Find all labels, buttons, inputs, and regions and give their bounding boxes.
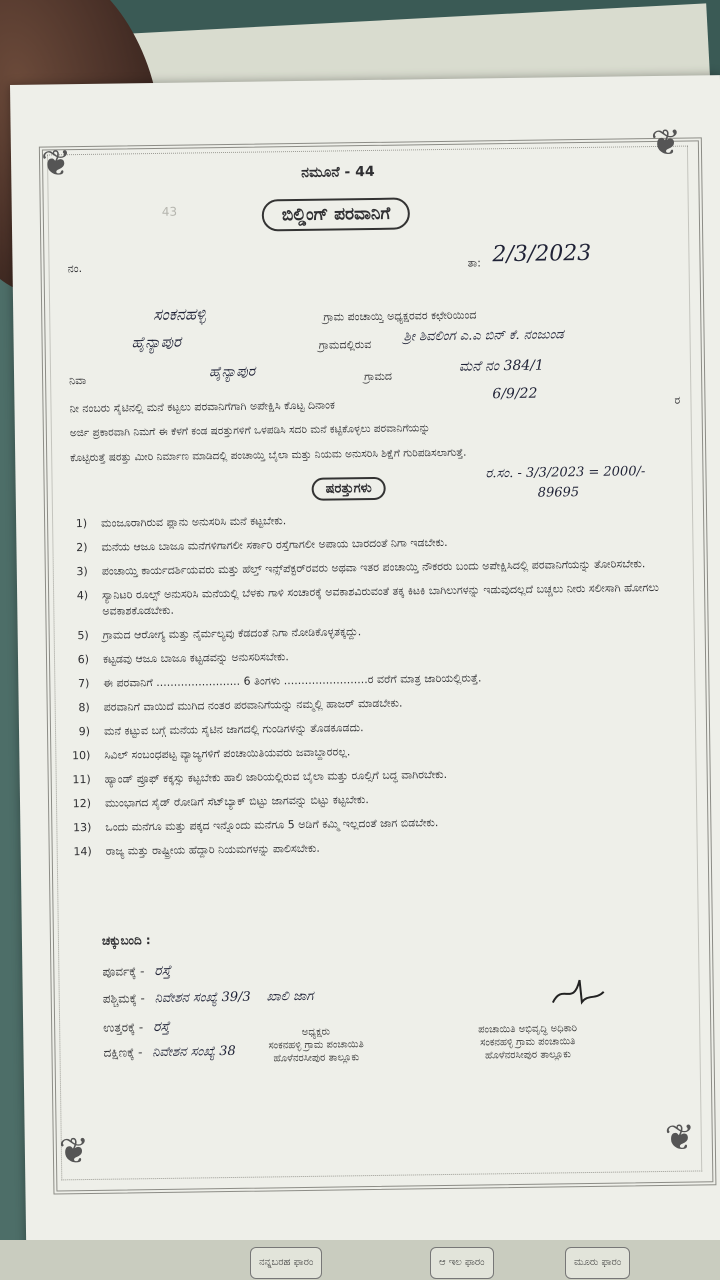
para-line-2: ಅರ್ಜಿ ಪ್ರಕಾರವಾಗಿ ನಿಮಗೆ ಈ ಕೆಳಗೆ ಕಂಡ ಷರತ್ತುಗಳಿಗೆ ಒಳಪಡಿಸಿ ಸದರಿ ಮನೆ ಕಟ್ಟಿಕೊಳ್ಳಲು ಪರವಾನಿಗೆಯನ್ನು [69,422,431,440]
boundary-east [102,963,171,980]
signature-icon [547,972,608,1013]
residence-value: ಹೈನ್ಯಾಪುರ [208,363,256,381]
form-tab: ಆ ಇಲ ಫಾರಂ [430,1247,494,1279]
condition-item: 5) ಗ್ರಾಮದ ಆರೋಗ್ಯ ಮತ್ತು ನೈರ್ಮಲ್ಯವು ಕೆಡದಂತೆ ನಿಗಾ ನೋಡಿಕೊಳ್ಳತಕ್ಕದ್ದು. [77,625,362,643]
condition-item: 6) ಕಟ್ಟಡವು ಆಜೂ ಬಾಜೂ ಕಟ್ಟಡವನ್ನು ಅನುಸರಿಸಬೇಕು. [77,650,289,667]
condition-item: 7) ಈ ಪರವಾನಿಗೆ ........................ 6 ತಿಂಗಳು ........................ರ ವರೆಗೆ ಮಾತ್ರ ಜಾರಿಯಲ್ಲಿರುತ್ತೆ. [77,671,482,691]
stamp-line: ಸಂಕನಹಳ್ಳಿ ಗ್ರಾಮ ಪಂಚಾಯಿತಿ [480,1036,576,1049]
ornament-icon: ❦ [650,122,682,165]
form-tab: ನನ್ನಬರಹ ಫಾರಂ [250,1247,322,1279]
grama-label: ಗ್ರಾಮದ [364,369,393,384]
no-label: ನಂ. [67,262,83,276]
stamp-line: ಪಂಚಾಯಿತಿ ಅಭಿವೃದ್ಧಿ ಅಧಿಕಾರಿ [478,1023,578,1036]
boundary-label: ಉತ್ತರಕ್ಕೆ - [103,1020,144,1035]
signature-mark [547,972,608,1017]
application-date: 6/9/22 [492,385,538,403]
receipt-note-line-2: 89695 [537,485,580,501]
condition-item: 13) ಒಂದು ಮನೆಗೂ ಮತ್ತು ಪಕ್ಕದ ಇನ್ನೊಂದು ಮನೆಗೂ 5 ಅಡಿಗೆ ಕಮ್ಮಿ ಇಲ್ಲದಂತೆ ಜಾಗ ಬಿಡಬೇಕು. [72,816,439,835]
boundary-extra: ಖಾಲಿ ಜಾಗ [266,988,314,1005]
pdo-stamp [478,1022,577,1062]
boundary-south [103,1044,235,1061]
boundary-west [103,989,314,1007]
condition-item: 12) ಮುಂಭಾಗದ ಸೈಡ್ ರೋಡಿಗೆ ಸೆಟ್‌ಬ್ಯಾಕ್ ಬಿಟ್ಟು ಜಾಗವನ್ನು ಬಿಟ್ಟು ಕಟ್ಟಬೇಕು. [72,793,369,811]
village-text: ಗ್ರಾಮದಲ್ಲಿರುವ [318,337,372,352]
boundaries-title: ಚಕ್ಕುಬಂದಿ : [101,933,151,948]
stamp-line: ಹೊಳೆನರಸೀಪುರ ತಾಲ್ಲೂಕು [485,1049,571,1062]
date-label: ತಾ: [467,256,482,270]
boundary-value: ರಸ್ತೆ [152,1018,170,1036]
residence-label: ನಿವಾ [69,373,87,388]
permit-document [10,75,720,1280]
conditions-title: ಷರತ್ತುಗಳು [312,477,386,501]
boundary-label: ದಕ್ಷಿಣಕ್ಕೆ - [103,1045,143,1060]
stamp-line: ಅಧ್ಯಕ್ಷರು [301,1026,331,1039]
form-number: ನಮೂನೆ - 44 [301,163,375,181]
condition-item: 2) ಮನೆಯ ಆಜೂ ಬಾಜೂ ಮನೆಗಳಿಗಾಗಲೀ ಸರ್ಕಾರಿ ರಸ್ತೆಗಾಗಲೀ ಅಪಾಯ ಬಾರದಂತೆ ನಿಗಾ ಇಡಬೇಕು. [76,535,448,555]
stamp-line: ಹೊಳೆನರಸೀಪುರ ತಾಲ್ಲೂಕು [273,1052,360,1065]
stamp-line: ಸಂಕನಹಳ್ಳಿ ಗ್ರಾಮ ಪಂಚಾಯಿತಿ [268,1039,364,1052]
ornament-icon: ❦ [58,1131,90,1173]
condition-item: 9) ಮನೆ ಕಟ್ಟುವ ಬಗ್ಗೆ ಮನೆಯ ಸೈಟಿನ ಜಾಗದಲ್ಲಿ ಗುಂಡಿಗಳನ್ನು ತೊಡಕೂಡದು. [78,721,364,739]
para-suffix: ರ [674,393,681,407]
boundary-label: ಪಶ್ಚಿಮಕ್ಕೆ - [102,991,145,1006]
receipt-note-line-1: ರ.ಸಂ. - 3/3/2023 = 2000/- [485,464,646,482]
document-title: ಬಿಲ್ಡಿಂಗ್ ಪರವಾನಿಗೆ [262,197,411,231]
house-number: ಮನೆ ನಂ 384/1 [458,357,544,375]
conditions-list [61,508,696,869]
issue-date: 2/3/2023 [492,240,592,268]
para-line-3: ಕೊಟ್ಟಿರುತ್ತೆ ಷರತ್ತು ಮೀರಿ ನಿರ್ಮಾಣ ಮಾಡಿದಲ್ಲಿ ಪಂಚಾಯ್ತಿ ಬೈಲಾ ಮತ್ತು ನಿಯಮ ಅನುಸರಿಸಿ ಶಿಕ್ಷೆಗೆ ಗುರಿಪಡಿಸಲಾಗುತ್ತೆ. [70,446,467,465]
village-name: ಹೈನ್ಯಾಪುರ [131,332,182,352]
owner-name: ಶ್ರೀ ಶಿವಲಿಂಗ ಎ.ಎ ಬಿನ್ ಕೆ. ನಂಜುಂಡ [403,327,564,345]
panchayat-office-text: ಗ್ರಾಮ ಪಂಚಾಯ್ತಿ ಅಧ್ಯಕ್ಷರವರ ಕಛೇರಿಯಿಂದ [323,308,477,324]
para-prefix: ನೀ ನಂಬರು ಸೈಟಿನಲ್ಲಿ ಮನೆ ಕಟ್ಟಲು ಪರವಾನಿಗೆಗಾಗಿ ಅಪೇಕ್ಷಿಸಿ ಕೊಟ್ಟ ದಿನಾಂಕ [69,398,335,416]
form-tab: ಮೂರು ಫಾರಂ [565,1247,630,1279]
condition-item: 14) ರಾಜ್ಯ ಮತ್ತು ರಾಷ್ಟ್ರೀಯ ಹೆದ್ದಾರಿ ನಿಯಮಗಳನ್ನು ಪಾಲಿಸಬೇಕು. [73,841,320,859]
boundary-north [103,1019,170,1036]
boundary-value: ನಿವೇಶನ ಸಂಖ್ಯೆ 38 [152,1043,236,1061]
condition-item: 1) ಮಂಜೂರಾಗಿರುವ ಪ್ಲಾನು ಅನುಸರಿಸಿ ಮನೆ ಕಟ್ಟಬೇಕು. [75,514,287,531]
boundary-label: ಪೂರ್ವಕ್ಕೆ - [102,964,145,979]
condition-item: 11) ಹ್ಯಾಂಡ್ ಪ್ರೂಫ್ ಕಕ್ಕಸ್ಸು ಕಟ್ಟಬೇಕು ಹಾಲಿ ಜಾರಿಯಲ್ಲಿರುವ ಬೈಲಾ ಮತ್ತು ರೂಲ್ಸಿಗೆ ಬದ್ಧ ವಾಗಿರಬೇಕು. [72,767,448,787]
condition-item: 8) ಪರವಾನಿಗೆ ವಾಯಿದೆ ಮುಗಿದ ನಂತರ ಪರವಾನಿಗೆಯನ್ನು ನಮ್ಮಲ್ಲಿ ಹಾಜರ್ ಮಾಡಬೇಕು. [78,696,403,715]
ornament-icon: ❦ [40,143,72,185]
boundary-value: ನಿವೇಶನ ಸಂಖ್ಯೆ 39/3 [154,989,251,1007]
condition-item: 10) ಸಿವಿಲ್ ಸಂಬಂಧಪಟ್ಟ ವ್ಯಾಜ್ಯಗಳಿಗೆ ಪಂಚಾಯಿತಿಯವರು ಜವಾಬ್ದಾರರಲ್ಲ. [71,745,351,763]
president-stamp [268,1025,364,1065]
condition-item: 3) ಪಂಚಾಯ್ತಿ ಕಾರ್ಯದರ್ಶಿಯವರು ಮತ್ತು ಹೆಲ್ತ್ ಇನ್ಸ್‌ಪೆಕ್ಟರ್‌ರವರು ಅಥವಾ ಇತರ ಪಂಚಾಯ್ತಿ ನೌಕರರು ಬಂದು ಅಪೇಕ್ಷಿಸಿದಲ್ಲಿ ಪರವಾನಿಗೆಯನ್ನು ತೋರಿಸಬೇಕು. [76,557,646,579]
panchayat-name: ಸಂಕನಹಳ್ಳಿ [153,304,206,325]
boundary-value: ರಸ್ತೆ [154,962,171,980]
ornament-icon: ❦ [664,1117,696,1159]
condition-item: 4) ಸ್ಯಾನಿಟರಿ ರೂಲ್ಸ್ ಅನುಸರಿಸಿ ಮನೆಯಲ್ಲಿ ಬೆಳಕು ಗಾಳಿ ಸಂಚಾರಕ್ಕೆ ಅವಕಾಶವಿರುವಂತೆ ತಕ್ಕ ಕಿಟಕಿ ಬಾಗಿಲುಗಳನ್ನು ಇಡುವುದಲ್ಲದೆ ಬಚ್ಚಲು ನೀರು ಸಲೀಸಾಗಿ ಹೋಗಲು ಅವಕಾಶಕೊಡಬೇಕು. [76,580,659,618]
faint-number: 43 [161,204,178,219]
